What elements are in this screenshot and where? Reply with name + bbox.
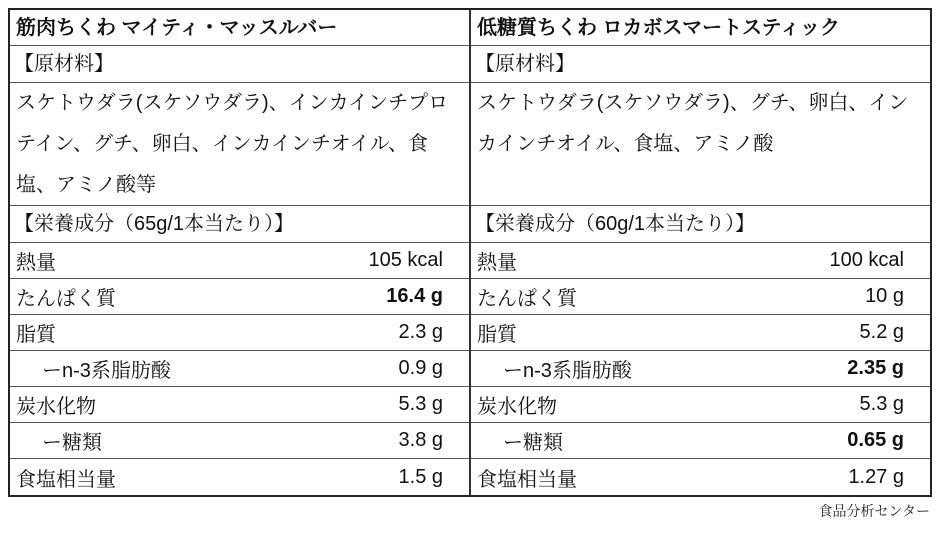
nutrition-value: 5.3 g	[859, 393, 904, 415]
nutrition-row-salt	[10, 459, 469, 495]
nutrition-row-fat	[10, 315, 469, 351]
nutrition-row-energy	[471, 243, 930, 279]
nutrition-label: たんぱく質	[477, 288, 577, 310]
nutrition-value: 0.9 g	[398, 357, 443, 379]
nutrition-comparison-table	[8, 8, 932, 497]
nutrition-value: 100 kcal	[829, 249, 904, 271]
nutrition-label: 脂質	[16, 324, 56, 346]
nutrition-label: 食塩相当量	[16, 468, 116, 491]
nutrition-row-energy	[10, 243, 469, 279]
product-column-locabo-stick	[471, 10, 930, 495]
nutrition-row-protein	[10, 279, 469, 315]
nutrition-row-sugars	[471, 423, 930, 459]
nutrition-label: 熱量	[16, 252, 56, 274]
nutrition-row-n3-fatty-acid	[10, 351, 469, 387]
nutrition-label: 炭水化物	[16, 396, 96, 418]
nutrition-row-n3-fatty-acid	[471, 351, 930, 387]
nutrition-value: 2.3 g	[398, 321, 443, 343]
nutrition-row-salt	[471, 459, 930, 495]
nutrition-section-header: 【栄養成分（65g/1本当たり）】	[10, 206, 469, 243]
nutrition-value: 105 kcal	[368, 249, 443, 271]
nutrition-value: 1.27 g	[848, 465, 904, 488]
nutrition-row-fat	[471, 315, 930, 351]
nutrition-label: 熱量	[477, 252, 517, 274]
nutrition-value: 2.35 g	[847, 357, 904, 379]
nutrition-row-protein	[471, 279, 930, 315]
nutrition-section-header: 【栄養成分（60g/1本当たり）】	[471, 206, 930, 243]
nutrition-label: 炭水化物	[477, 396, 557, 418]
nutrition-value: 10 g	[865, 285, 904, 307]
nutrition-value: 5.2 g	[859, 321, 904, 343]
source-credit: 食品分析センター	[818, 503, 930, 519]
nutrition-row-carbohydrate	[10, 387, 469, 423]
ingredients-section-header: 【原材料】	[10, 46, 469, 83]
nutrition-value: 1.5 g	[398, 465, 443, 488]
product-name: 低糖質ちくわ ロカボスマートスティック	[471, 10, 930, 46]
nutrition-value: 0.65 g	[847, 429, 904, 451]
nutrition-row-sugars	[10, 423, 469, 459]
nutrition-value: 5.3 g	[398, 393, 443, 415]
product-name: 筋肉ちくわ マイティ・マッスルバー	[10, 10, 469, 46]
ingredients-text: スケトウダラ(スケソウダラ)、インカインチプロテイン、グチ、卵白、インカインチオイル、食塩、アミノ酸等	[10, 83, 469, 206]
nutrition-label: たんぱく質	[16, 288, 116, 310]
ingredients-section-header: 【原材料】	[471, 46, 930, 83]
nutrition-label: ーn-3系脂肪酸	[503, 360, 632, 382]
nutrition-value: 3.8 g	[398, 429, 443, 451]
nutrition-label: ー糖類	[42, 432, 102, 454]
product-column-muscle-bar	[10, 10, 471, 495]
ingredients-text: スケトウダラ(スケソウダラ)、グチ、卵白、インカインチオイル、食塩、アミノ酸	[471, 83, 930, 206]
nutrition-label: 食塩相当量	[477, 468, 577, 491]
nutrition-label: ーn-3系脂肪酸	[42, 360, 171, 382]
nutrition-value: 16.4 g	[386, 285, 443, 307]
nutrition-row-carbohydrate	[471, 387, 930, 423]
nutrition-label: ー糖類	[503, 432, 563, 454]
nutrition-label: 脂質	[477, 324, 517, 346]
